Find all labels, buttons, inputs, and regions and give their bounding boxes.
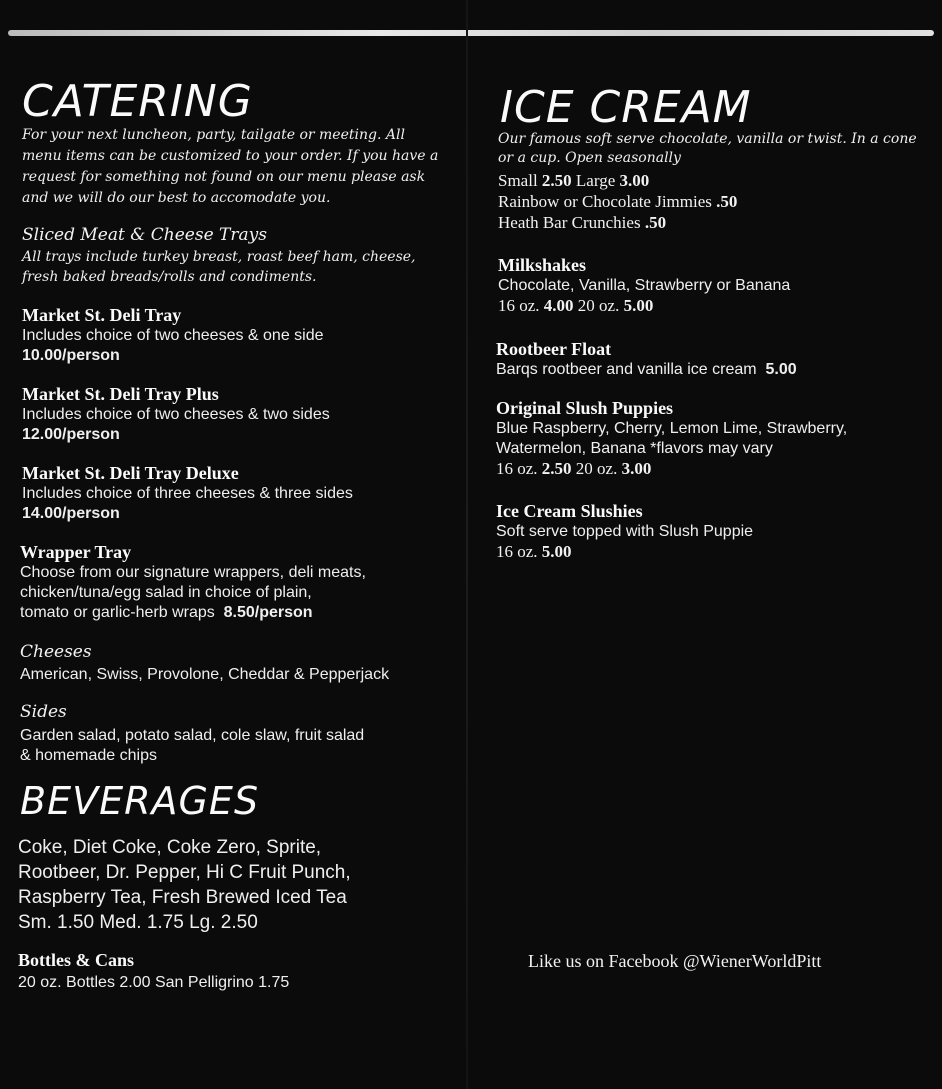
trays-desc-line: fresh baked breads/rolls and condiments. [22,269,317,285]
facebook-line: Like us on Facebook @WienerWorldPitt [528,951,822,971]
beverage-line: Coke, Diet Coke, Coke Zero, Sprite, [18,837,322,858]
icecream-heading: ICE CREAM [500,82,752,133]
catering-heading: CATERING [22,76,253,127]
deli-tray-deluxe [22,463,353,524]
intro-line: and we will do our best to accomodate you. [22,190,331,206]
intro-line: For your next luncheon, party, tailgate or meeting. All [22,127,405,143]
jimmies-line [498,191,737,212]
item-desc: 20 oz. Bottles 2.00 San Pelligrino 1.75 [18,974,290,991]
item-desc: Chocolate, Vanilla, Strawberry or Banana [498,277,791,294]
jimmies-label: Rainbow or Chocolate Jimmies [498,192,712,211]
item-desc: tomato or garlic-herb wraps [20,604,215,621]
sides-line: & homemade chips [20,747,157,764]
size-prices [498,170,737,191]
slush-puppies [496,398,847,479]
intro-line: Our famous soft serve chocolate, vanilla or twist. In a cone [498,131,917,147]
item-desc: Watermelon, Banana *flavors may vary [496,440,773,457]
jimmies-price: .50 [716,192,738,211]
trays-heading: Sliced Meat & Cheese Trays [22,225,267,245]
item-desc: Includes choice of two cheeses & one side [22,327,324,344]
deli-tray-plus [22,384,330,445]
item-title: Ice Cream Slushies [496,501,643,521]
size: 20 oz. [577,296,620,315]
icecream-intro [498,130,917,168]
item-title: Wrapper Tray [20,542,132,562]
item-desc: chicken/tuna/egg salad in choice of plain, [20,584,312,601]
beverages-list [18,835,351,935]
heath-line [498,212,737,233]
beverages-heading: BEVERAGES [20,779,260,823]
intro-line: request for something not found on our menu please ask [22,169,426,185]
ice-cream-slushies [496,501,753,562]
small-price: 2.50 [541,171,572,190]
item-desc: Blue Raspberry, Cherry, Lemon Lime, Strawberry, [496,420,848,437]
item-desc: Includes choice of three cheeses & three sides [22,485,353,502]
item-price: 10.00/person [22,347,120,364]
size: 16 oz. [496,542,538,561]
sides-heading: Sides [20,702,67,722]
price: 3.00 [621,459,652,478]
item-title: Market St. Deli Tray [22,305,182,325]
item-price: 5.00 [765,361,797,378]
item-desc: Choose from our signature wrappers, deli meats, [20,564,366,581]
catering-intro [22,125,438,209]
bottles-cans [18,950,289,993]
cheeses-list: American, Swiss, Provolone, Cheddar & Pepperjack [20,666,390,683]
item-desc: Soft serve topped with Slush Puppie [496,523,754,540]
item-price: 14.00/person [22,505,120,522]
trays-desc [22,247,416,287]
cheeses-heading: Cheeses [20,642,92,662]
size: 16 oz. [498,296,540,315]
center-fold [466,0,468,1089]
heath-price: .50 [644,213,667,232]
size: 20 oz. [575,459,618,478]
intro-line: or a cup. Open seasonally [498,150,681,166]
large-price: 3.00 [619,171,650,190]
beverage-line: Sm. 1.50 Med. 1.75 Lg. 2.50 [18,912,258,933]
price: 5.00 [541,542,572,561]
item-desc: Includes choice of two cheeses & two sides [22,406,330,423]
top-brush-line [8,30,934,36]
beverage-line: Rootbeer, Dr. Pepper, Hi C Fruit Punch, [18,862,351,883]
small-label: Small [498,171,538,190]
item-price: 12.00/person [22,426,120,443]
size: 16 oz. [496,459,538,478]
item-title: Bottles & Cans [18,950,134,970]
large-label: Large [575,171,616,190]
item-title: Rootbeer Float [496,339,612,359]
rootbeer-float [496,339,797,380]
item-desc: Barqs rootbeer and vanilla ice cream [496,361,757,378]
price: 2.50 [541,459,572,478]
item-title: Milkshakes [498,255,587,275]
wrapper-tray [20,542,366,623]
item-title: Market St. Deli Tray Plus [22,384,219,404]
price: 4.00 [543,296,574,315]
item-title: Market St. Deli Tray Deluxe [22,463,239,483]
trays-desc-line: All trays include turkey breast, roast beef ham, cheese, [22,249,416,265]
heath-label: Heath Bar Crunchies [498,213,641,232]
beverage-line: Raspberry Tea, Fresh Brewed Iced Tea [18,887,347,908]
icecream-prices [498,170,737,233]
intro-line: menu items can be customized to your order. If you have a [22,148,439,164]
sides-list [20,726,364,766]
sides-line: Garden salad, potato salad, cole slaw, fruit salad [20,727,365,744]
item-price: 8.50/person [223,604,313,621]
price: 5.00 [623,296,654,315]
item-title: Original Slush Puppies [496,398,674,418]
milkshakes [498,255,790,316]
deli-tray [22,305,324,366]
